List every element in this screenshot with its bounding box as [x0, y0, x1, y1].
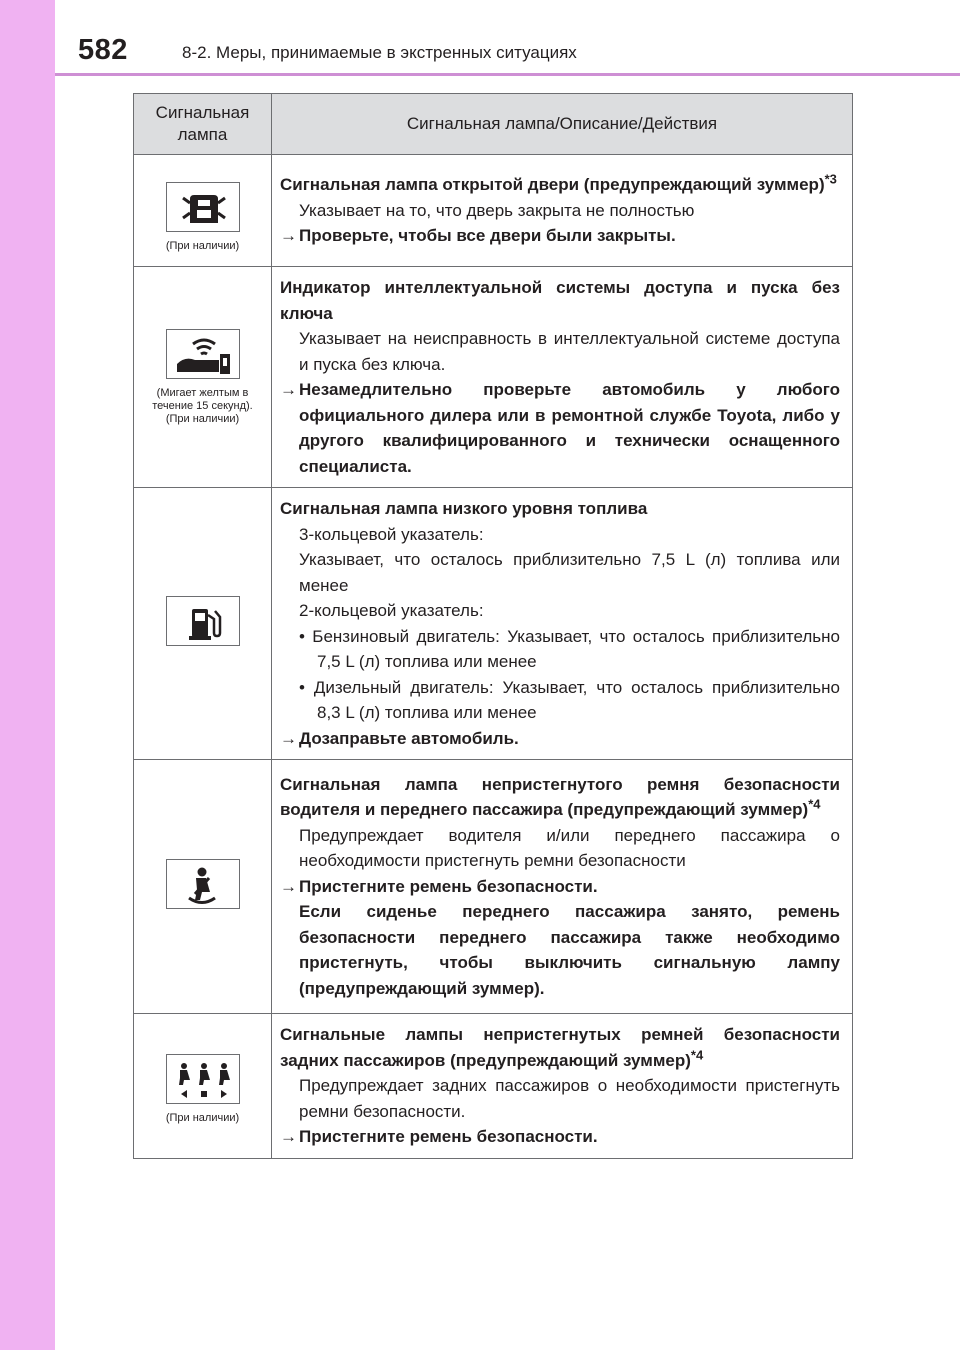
row-action: → Незамедлительно проверьте автомобиль у любого официального дилера или в ремонтной службе Toyota, либо у другого квалифицированного и технически оснащенного специалиста.	[280, 377, 840, 479]
icon-note: (При наличии)	[165, 240, 240, 252]
description-cell	[272, 488, 853, 760]
warning-lights-table	[133, 93, 853, 1159]
icon-note: (Мигает желтым в течение 15 секунд). (При наличии)	[152, 386, 253, 425]
row-title: Сигнальная лампа непристегнутого ремня безопасности водителя и переднего пассажира (предупреждающий зуммер)$^{*4}$	[280, 774, 840, 820]
row-body: Указывает, что осталось приблизительно 7,5 L (л) топлива или менее	[299, 550, 840, 595]
row-body: Указывает на неисправность в интеллектуальной системе доступа и пуска без ключа.	[299, 329, 840, 374]
open-door-icon	[166, 182, 240, 232]
description-cell	[272, 267, 853, 488]
icon-cell	[134, 760, 272, 1014]
row-action: → Дозаправьте автомобиль.	[280, 726, 840, 752]
row-title: Сигнальная лампа низкого уровня топлива	[280, 499, 648, 518]
arrow-icon: →	[280, 876, 297, 896]
description-cell	[272, 1014, 853, 1159]
table-row	[134, 760, 853, 1014]
description-cell	[272, 155, 853, 267]
seatbelt-icon	[166, 859, 240, 909]
smart-key-icon	[166, 329, 240, 379]
arrow-icon: →	[280, 728, 297, 748]
arrow-icon: →	[280, 380, 297, 399]
row-body: 3-кольцевой указатель:	[299, 524, 484, 544]
col-header-lamp: Сигнальная лампа	[134, 94, 272, 155]
row-action: → Проверьте, чтобы все двери были закрыты.	[280, 223, 840, 249]
row-action-continued: Если сиденье переднего пассажира занято, ремень безопасности переднего пассажира также необходимо пристегнуть, чтобы выключить сигнальную лампу (предупреждающий зуммер).	[299, 902, 840, 998]
bullet-item: • Дизельный двигатель: Указывает, что осталось приблизительно 8,3 L (л) топлива или менее	[299, 677, 840, 722]
row-title: Сигнальная лампа открытой двери (предупреждающий зуммер)$^{*3}$	[280, 171, 837, 195]
description-cell	[272, 760, 853, 1014]
section-title: 8-2. Меры, принимаемые в экстренных ситуациях	[182, 43, 577, 62]
row-body: Предупреждает водителя и/или переднего пассажира о необходимости пристегнуть ремни безопасности	[299, 825, 840, 871]
table-row	[134, 155, 853, 267]
bullet-item: • Бензиновый двигатель: Указывает, что осталось приблизительно 7,5 L (л) топлива или менее	[299, 626, 840, 671]
table-row	[134, 267, 853, 488]
row-body: 2-кольцевой указатель:	[299, 601, 484, 620]
row-title: Сигнальные лампы непристегнутых ремней безопасности задних пассажиров (предупреждающий зуммер)$^{*4}$	[280, 1025, 840, 1070]
side-color-band	[0, 0, 55, 1350]
fuel-pump-icon	[166, 596, 240, 646]
arrow-icon: →	[280, 1127, 297, 1146]
header-divider	[55, 73, 960, 76]
icon-cell	[134, 267, 272, 488]
icon-cell	[134, 1014, 272, 1159]
table-row	[134, 488, 853, 760]
table-row	[134, 1014, 853, 1159]
table-header-row	[134, 94, 853, 155]
row-body: Предупреждает задних пассажиров о необходимости пристегнуть ремни безопасности.	[299, 1076, 840, 1121]
icon-cell	[134, 155, 272, 267]
row-action: → Пристегните ремень безопасности.	[280, 874, 840, 900]
row-title: Индикатор интеллектуальной системы доступа и пуска без ключа	[280, 278, 840, 323]
row-body: Указывает на то, что дверь закрыта не полностью	[299, 200, 695, 220]
page-number: 582	[78, 34, 128, 66]
col-header-description: Сигнальная лампа/Описание/Действия	[272, 94, 853, 155]
icon-cell	[134, 488, 272, 760]
arrow-icon: →	[280, 226, 297, 246]
icon-note: (При наличии)	[165, 1112, 240, 1125]
row-action: → Пристегните ремень безопасности.	[280, 1124, 840, 1150]
rear-seatbelts-icon	[166, 1054, 240, 1104]
